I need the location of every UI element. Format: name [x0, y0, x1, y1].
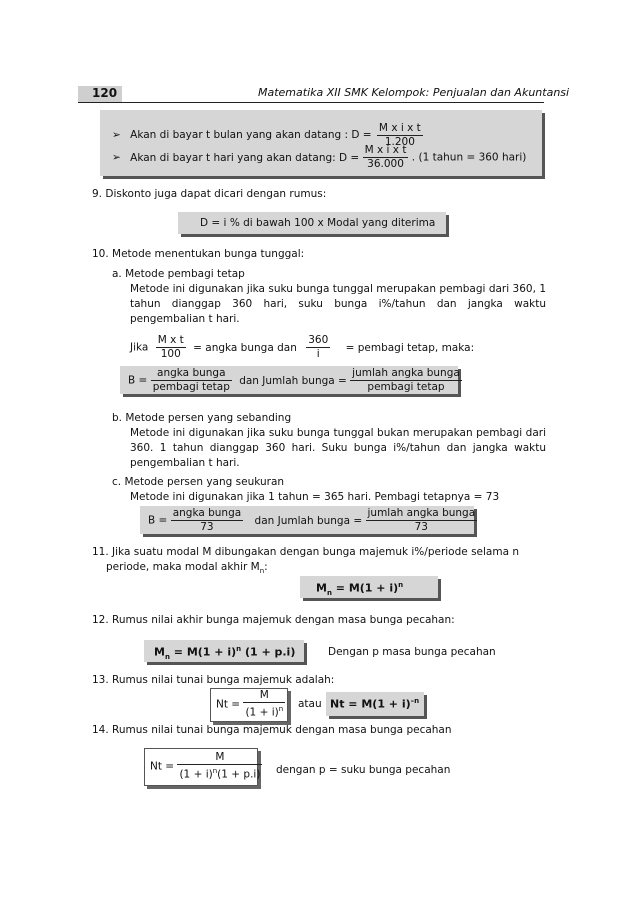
frac-num: 360 — [308, 334, 329, 346]
fraction-m-over-1plusi-n — [243, 689, 285, 720]
f-sup: n — [398, 581, 404, 589]
frac-den: 73 — [414, 521, 428, 533]
bullet-icon: ➢ — [112, 151, 121, 164]
f-sup: n — [236, 645, 242, 653]
f-end: (1 + p.i) — [241, 645, 296, 659]
row2-numerator: M x i x t — [364, 144, 407, 156]
item-14-text: 14. Rumus nilai tunai bunga majemuk dengan masa bunga pecahan — [92, 724, 452, 736]
item-10c-b-formula — [148, 507, 477, 534]
frac-den: 100 — [160, 348, 181, 360]
and-text: dan Jumlah bunga = — [239, 374, 347, 387]
fraction-m-over-pecahan — [177, 751, 262, 782]
row1-denominator: 1.200 — [384, 135, 415, 148]
row1-text: Akan di bayar t bulan yang akan datang : D = — [130, 129, 372, 141]
frac-num: jumlah angka bunga — [367, 507, 476, 519]
end-text: = pembagi tetap, maka: — [345, 341, 475, 354]
frac-num: angka bunga — [172, 507, 242, 519]
row1-numerator: M x i x t — [378, 121, 421, 134]
den-pre: (1 + i) — [179, 768, 213, 781]
item-10a-title: a. Metode pembagi tetap — [112, 268, 245, 280]
page-number: 120 — [92, 86, 118, 100]
den-sup: n — [212, 767, 218, 775]
alt-sup: –n — [410, 697, 420, 705]
nt-eq: Nt = — [150, 760, 175, 773]
f-pre: M — [154, 645, 165, 659]
den-pre: (1 + i) — [245, 706, 279, 719]
item-13-formula — [216, 689, 285, 720]
f-mid: = M(1 + i) — [169, 645, 237, 659]
fraction-angka-73 — [171, 507, 244, 534]
line2-pre: periode, maka modal akhir M — [106, 561, 260, 573]
frac-num: M — [177, 751, 262, 765]
row2-suffix: . (1 tahun = 360 hari) — [411, 151, 527, 164]
fraction-360-i — [306, 334, 330, 361]
f-pre: M — [316, 581, 327, 595]
running-title: Matematika XII SMK Kelompok: Penjualan dan Akuntansi — [258, 86, 570, 99]
row2-text: Akan di bayar t hari yang akan datang: D = — [130, 151, 360, 164]
item-13-text: 13. Rumus nilai tunai bunga majemuk adalah: — [92, 674, 335, 686]
top-row-2 — [112, 144, 526, 171]
den-end: (1 + p.i) — [217, 768, 261, 781]
fraction-jumlah-73 — [366, 507, 478, 534]
line2-sub: n — [259, 567, 265, 576]
frac-num: M — [243, 689, 285, 703]
item-13-alt-formula — [330, 697, 419, 711]
frac-num: jumlah angka bunga — [352, 367, 460, 379]
f-mid: = M(1 + i) — [331, 581, 399, 595]
frac-num: angka bunga — [151, 367, 232, 381]
item-11-line-2 — [106, 561, 268, 575]
item-12-text: 12. Rumus nilai akhir bunga majemuk dengan masa bunga pecahan: — [92, 614, 455, 626]
item-14-note: dengan p = suku bunga pecahan — [276, 764, 451, 776]
item-10c-title: c. Metode persen yang seukuran — [112, 476, 285, 488]
f-sub: n — [326, 588, 332, 597]
item-9-text: 9. Diskonto juga dapat dicari dengan rumus: — [92, 188, 327, 200]
jika-label: Jika — [130, 341, 149, 354]
frac-num: M x t — [157, 334, 184, 346]
frac-den: pembagi tetap — [152, 381, 230, 393]
line2-post: : — [264, 561, 268, 573]
item-11-formula — [316, 581, 403, 597]
fraction-mxt-100 — [156, 334, 186, 361]
item-10c-body: Metode ini digunakan jika 1 tahun = 365 hari. Pembagi tetapnya = 73 — [130, 491, 500, 503]
bullet-icon: ➢ — [112, 129, 121, 141]
frac-den: i — [316, 348, 320, 360]
b-eq: B = — [128, 374, 148, 387]
b-eq: B = — [148, 514, 168, 527]
item-12-note: Dengan p masa bunga pecahan — [328, 646, 496, 658]
item-12-formula — [154, 645, 295, 661]
mid-text: = angka bunga dan — [193, 341, 297, 354]
frac-den — [243, 703, 285, 720]
frac-den: 73 — [200, 521, 214, 533]
header-rule — [78, 102, 544, 103]
item-9-formula: D = i % di bawah 100 x Modal yang diterima — [200, 217, 436, 229]
row2-fraction — [363, 144, 409, 171]
fraction-jumlah-pembagi — [350, 367, 462, 394]
fraction-angka-pembagi — [151, 367, 232, 394]
item-10a-formula-line — [130, 334, 474, 361]
item-10a-b-formula — [128, 367, 462, 394]
item-10a-body: Metode ini digunakan jika suku bunga tunggal merupakan pembagi dari 360, 1 tahun dianggap 360 hari, suku bunga i%/tahun dan jangka waktu pengembalian t hari. — [130, 283, 546, 325]
item-10-text: 10. Metode menentukan bunga tunggal: — [92, 248, 305, 260]
nt-eq: Nt = — [216, 698, 241, 711]
den-sup: n — [278, 705, 284, 713]
and-text: dan Jumlah bunga = — [254, 514, 363, 527]
alt-pre: Nt = M(1 + i) — [330, 697, 411, 711]
item-14-formula — [150, 751, 262, 782]
frac-den — [177, 765, 262, 782]
f-sub: n — [164, 652, 170, 661]
item-10b-body: Metode ini digunakan jika suku bunga tunggal bukan merupakan pembagi dari 360. 1 tahun dianggap 360 hari. Suku bunga i%/tahun dan jangka waktu pengembalian t hari. — [130, 427, 546, 469]
frac-den: pembagi tetap — [367, 381, 445, 393]
item-10b-title: b. Metode persen yang sebanding — [112, 412, 292, 424]
item-13-atau: atau — [298, 698, 322, 710]
item-11-line-1: 11. Jika suatu modal M dibungakan dengan bunga majemuk i%/periode selama n — [92, 546, 520, 558]
row2-denominator: 36.000 — [367, 158, 404, 170]
